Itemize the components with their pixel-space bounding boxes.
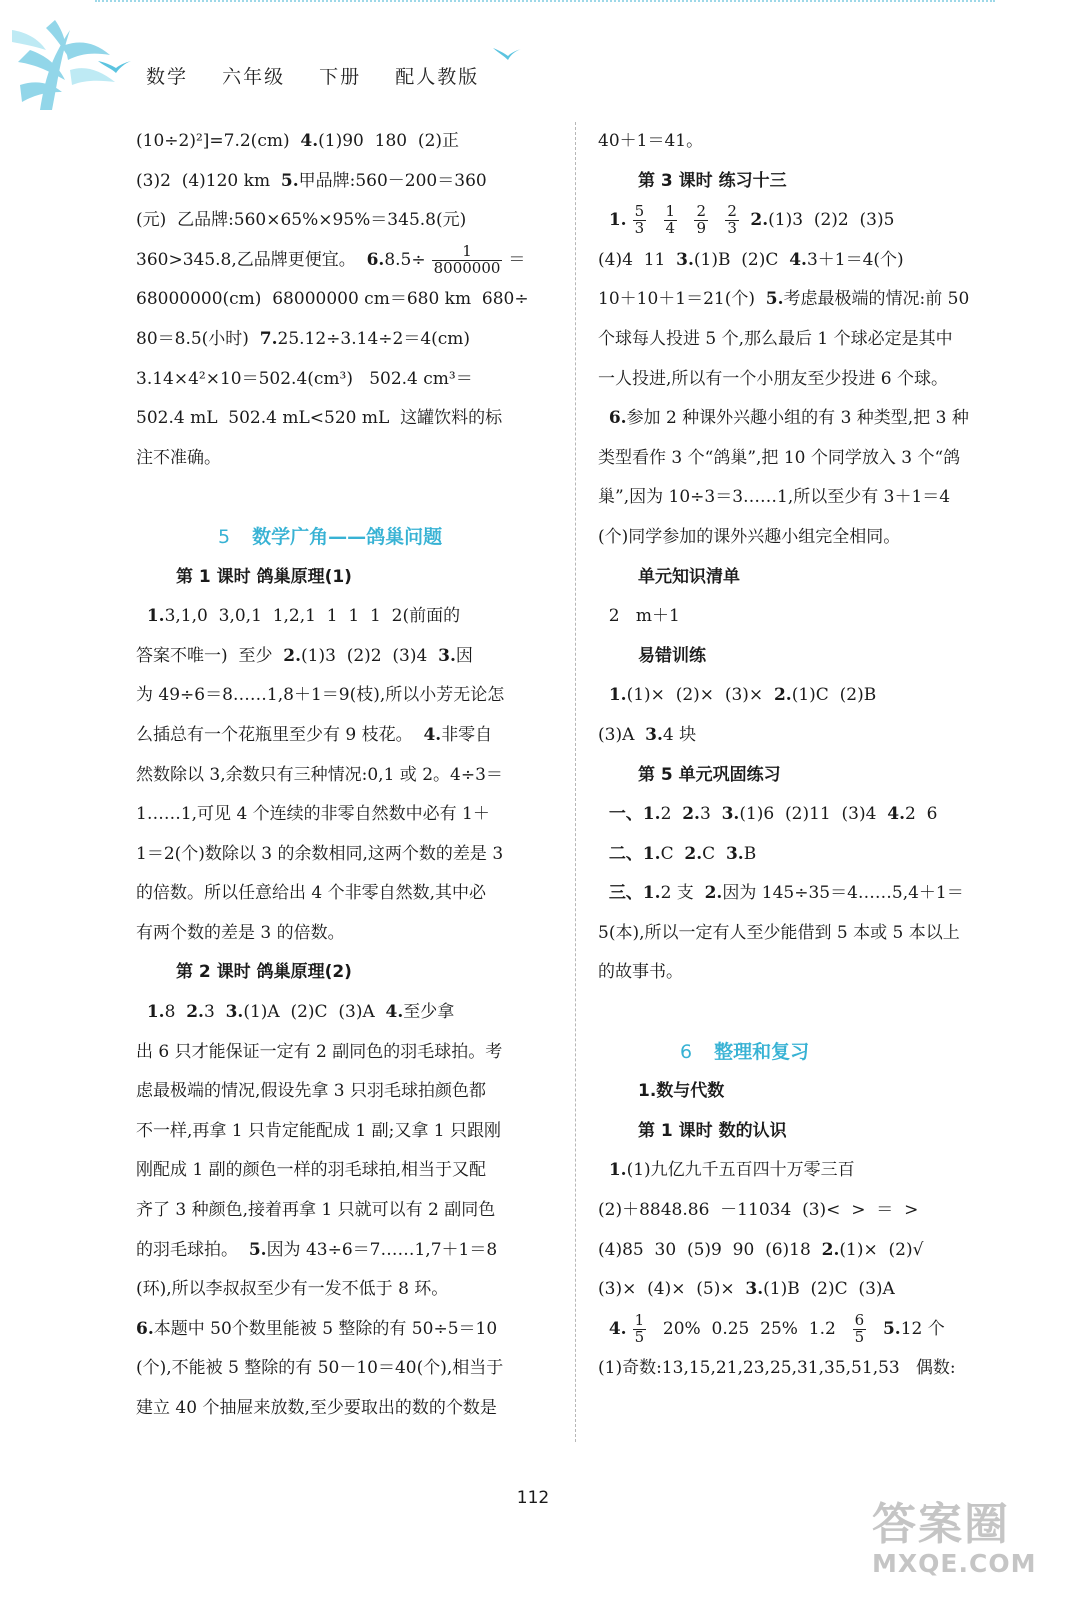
- answer-line: [598, 1191, 1018, 1231]
- answer-line: [598, 439, 1018, 479]
- section-heading: 易错训练: [638, 645, 706, 666]
- volume-label: 下册: [319, 66, 362, 88]
- question-number: 2.: [773, 685, 792, 706]
- answer-text: (1)C (2)B: [791, 685, 877, 706]
- question-number: 1.: [146, 606, 165, 627]
- answer-text: 8: [164, 1002, 187, 1023]
- answer-text: (4)85 30 (5)9 90 (6)18: [598, 1239, 822, 1260]
- fraction-denominator: 9: [696, 219, 707, 238]
- answer-text: 1＝2(个)数除以 3 的余数相同,这两个数的差是 3: [136, 843, 504, 864]
- answer-text: (4)4 11: [598, 249, 677, 270]
- answer-text: [598, 1319, 609, 1339]
- answer-text: (元) 乙品牌:560×65%×95%＝345.8(元): [136, 210, 467, 231]
- fraction-numerator: 5: [634, 202, 645, 221]
- fraction: [725, 204, 739, 237]
- answer-text: [652, 210, 657, 230]
- answer-line: [598, 914, 1018, 954]
- question-number: 2.: [682, 804, 700, 825]
- answer-text: 4 块: [662, 724, 697, 745]
- answer-text: (1)3 (2)2 (3)5: [768, 210, 895, 231]
- answer-text: 出 6 只才能保证一定有 2 副同色的羽毛球拍。考: [136, 1041, 503, 1062]
- unit-title: 数学广角——鸽巢问题: [252, 525, 443, 548]
- answer-line: [136, 914, 556, 954]
- blank-line: [136, 478, 556, 518]
- answer-line: [598, 1231, 1018, 1271]
- question-number: 一、1.: [608, 804, 661, 825]
- answer-text: 巢”,因为 10÷3＝3……1,所以至少有 3＋1＝4: [598, 487, 951, 508]
- answer-line: [136, 320, 556, 360]
- question-number: 6.: [608, 408, 627, 429]
- fraction-denominator: 3: [634, 219, 645, 238]
- fraction: [432, 244, 503, 277]
- question-number: 3.: [745, 1279, 764, 1300]
- answer-text: [683, 210, 688, 230]
- question-number: 4.: [887, 804, 905, 825]
- answer-text: 考虑最极端的情况:前 50: [783, 289, 970, 310]
- answer-line: [136, 1191, 556, 1231]
- answer-text: [136, 606, 147, 626]
- question-number: 2.: [750, 210, 769, 231]
- question-number: 6.: [366, 249, 385, 270]
- answer-text: 么插总有一个花瓶里至少有 9 枝花。: [136, 724, 424, 745]
- answer-text: 一人投进,所以有一个小朋友至少投进 6 个球。: [598, 368, 949, 389]
- fraction: [633, 1313, 647, 1346]
- answer-text: [598, 408, 609, 428]
- answer-text: 因: [455, 645, 473, 666]
- answer-text: (1)B (2)C (3)A: [763, 1279, 895, 1300]
- answer-line: [598, 399, 1018, 439]
- answer-text: 答案不唯一) 至少: [136, 645, 284, 666]
- answer-text: (3)× (4)× (5)×: [598, 1279, 746, 1300]
- answer-text: 3: [203, 1002, 226, 1023]
- answer-text: (个),不能被 5 整除的有 50－10＝40(个),相当于: [136, 1358, 504, 1379]
- page-number: 112: [516, 1488, 550, 1508]
- question-number: 4.: [385, 1002, 404, 1023]
- answer-text: 本题中 50个数里能被 5 整除的有 50÷5＝10: [153, 1318, 498, 1339]
- answer-text: [598, 1160, 609, 1180]
- section-heading: 第 3 课时 练习十三: [638, 170, 787, 191]
- answer-line: [598, 201, 1018, 241]
- answer-line: [136, 835, 556, 875]
- answer-line: [598, 676, 1018, 716]
- answer-text: 有两个数的差是 3 的倍数。: [136, 922, 345, 943]
- fraction: [853, 1313, 867, 1346]
- answer-text: 3: [699, 804, 722, 825]
- right-column: [598, 122, 1018, 1389]
- bird-icon: [492, 44, 522, 64]
- answer-text: (1)6 (2)11 (3)4: [739, 804, 888, 825]
- answer-text: [136, 1002, 147, 1022]
- answer-line: [136, 1389, 556, 1429]
- answer-text: 1……1,可见 4 个连续的非零自然数中必有 1＋: [136, 804, 490, 825]
- answer-text: (1)3 (2)2 (3)4: [301, 645, 439, 666]
- answer-text: 的羽毛球拍。: [136, 1239, 249, 1260]
- answer-text: 3＋1＝4(个): [806, 249, 904, 270]
- answer-line: [598, 122, 1018, 162]
- watermark-url: MXQE.COM: [872, 1549, 1037, 1578]
- answer-text: 然数除以 3,余数只有三种情况:0,1 或 2。4÷3＝: [136, 764, 503, 785]
- left-column: [136, 122, 556, 1429]
- answer-line: [136, 1112, 556, 1152]
- question-number: 2.: [821, 1239, 840, 1260]
- answer-text: (个)同学参加的课外兴趣小组完全相同。: [598, 526, 901, 547]
- answer-text: 5(本),所以一定有人至少能借到 5 本或 5 本以上: [598, 922, 960, 943]
- answer-line: [136, 1231, 556, 1271]
- answer-text: 甲品牌:560－200＝360: [298, 170, 487, 191]
- answer-line: [598, 280, 1018, 320]
- answer-line: [136, 439, 556, 479]
- answer-line: [136, 1310, 556, 1350]
- fraction-denominator: 3: [727, 219, 737, 238]
- question-number: 7.: [259, 328, 278, 349]
- answer-text: 不一样,再拿 1 只肯定能配成 1 副;又拿 1 只跟刚: [136, 1120, 502, 1141]
- answer-text: [598, 210, 609, 230]
- fraction: [664, 204, 678, 237]
- fraction-denominator: 8000000: [433, 258, 501, 277]
- answer-line: [598, 1270, 1018, 1310]
- answer-line: [598, 478, 1018, 518]
- answer-text: 类型看作 3 个“鸽巢”,把 10 个同学放入 3 个“鸽: [598, 447, 961, 468]
- fraction-denominator: 5: [634, 1327, 645, 1346]
- subject-label: 数学: [146, 66, 189, 88]
- answer-text: 2 支: [660, 883, 705, 904]
- question-number: 5.: [280, 170, 299, 191]
- answer-text: (1)90 180 (2)正: [318, 131, 460, 151]
- answer-text: (1)× (2)√: [839, 1239, 924, 1260]
- question-number: 6.: [136, 1318, 154, 1339]
- answer-text: 12 个: [900, 1318, 945, 1339]
- answer-line: [136, 1072, 556, 1112]
- answer-text: C: [702, 843, 726, 864]
- answer-text: 个球每人投进 5 个,那么最后 1 个球必定是其中: [598, 328, 953, 349]
- fraction-numerator: 1: [432, 244, 503, 261]
- answer-text: 因为 145÷35＝4……5,4＋1＝: [722, 883, 964, 904]
- question-number: 2.: [283, 645, 301, 666]
- answer-text: (1)九亿九千五百四十万零三百: [626, 1160, 855, 1181]
- fraction-numerator: 1: [634, 1311, 645, 1330]
- answer-line: [136, 201, 556, 241]
- answer-text: 502.4 mL 502.4 mL<520 mL 这罐饮料的标: [136, 408, 503, 429]
- answer-line: [136, 874, 556, 914]
- answer-line: [136, 360, 556, 400]
- answer-text: 的倍数。所以任意给出 4 个非零自然数,其中必: [136, 883, 487, 904]
- question-number: 二、1.: [608, 843, 661, 864]
- answer-text: 20% 0.25 25% 1.2: [652, 1318, 847, 1339]
- grade-label: 六年级: [222, 66, 286, 88]
- question-number: 3.: [645, 724, 663, 745]
- answer-line: [598, 835, 1018, 875]
- answer-text: (1)× (2)× (3)×: [626, 685, 774, 706]
- answer-line: [136, 122, 556, 162]
- unit-heading: [136, 518, 556, 558]
- answer-text: C: [660, 843, 685, 864]
- section-heading: 单元知识清单: [638, 566, 740, 587]
- question-number: 4.: [300, 131, 319, 151]
- fraction-numerator: 6: [854, 1311, 865, 1330]
- answer-line: [136, 1151, 556, 1191]
- question-number: 2.: [704, 883, 723, 904]
- answer-text: 40＋1＝41。: [598, 131, 704, 151]
- question-number: 5.: [248, 1239, 267, 1260]
- question-number: 1.: [608, 210, 627, 231]
- answer-line: [598, 795, 1018, 835]
- answer-text: [598, 844, 609, 864]
- answer-text: (3)A: [598, 724, 646, 745]
- question-number: 2.: [186, 1002, 204, 1023]
- answer-text: (10÷2)²]=7.2(cm): [136, 131, 301, 151]
- answer-line: [136, 1349, 556, 1389]
- answer-line: [598, 953, 1018, 993]
- unit-title: 整理和复习: [714, 1040, 810, 1063]
- answer-line: [136, 993, 556, 1033]
- question-number: 三、1.: [608, 883, 661, 904]
- section-heading: 第 5 单元巩固练习: [638, 764, 781, 785]
- question-number: 3.: [725, 843, 744, 864]
- answer-line: [598, 518, 1018, 558]
- edition-label: 配人教版: [395, 66, 480, 88]
- answer-text: 68000000(cm) 68000000 cm＝680 km 680÷: [136, 289, 529, 310]
- answer-line: [598, 716, 1018, 756]
- answer-text: 因为 43÷6＝7……1,7＋1＝8: [266, 1239, 498, 1260]
- answer-text: (2)＋8848.86 －11034 (3)< > ＝ >: [598, 1200, 919, 1221]
- answer-text: (1)奇数:13,15,21,23,25,31,35,51,53 偶数:: [598, 1358, 956, 1379]
- question-number: 4.: [423, 724, 442, 745]
- answer-line: [136, 399, 556, 439]
- answer-text: 25.12÷3.14÷2＝4(cm): [277, 328, 471, 349]
- answer-text: 建立 40 个抽屉来放数,至少要取出的数的个数是: [136, 1398, 497, 1418]
- answer-line: [136, 795, 556, 835]
- fraction-denominator: 4: [665, 219, 676, 238]
- answer-text: 注不准确。: [136, 447, 221, 468]
- fraction-numerator: 1: [665, 202, 676, 221]
- question-number: 5.: [765, 289, 784, 310]
- answer-text: 参加 2 种课外兴趣小组的有 3 种类型,把 3 种: [626, 408, 969, 429]
- answer-text: 的故事书。: [598, 962, 683, 983]
- answer-text: (1)A (2)C (3)A: [243, 1002, 386, 1023]
- answer-line: [598, 874, 1018, 914]
- answer-line: [136, 280, 556, 320]
- watermark: [872, 1499, 1037, 1585]
- answer-line: [598, 597, 1018, 637]
- page-header: [146, 62, 505, 89]
- answer-line: [136, 637, 556, 677]
- answer-text: (3)2 (4)120 km: [136, 170, 281, 191]
- answer-text: [872, 1319, 883, 1339]
- watermark-title: 答案圈: [872, 1499, 1010, 1550]
- fraction: [633, 204, 647, 237]
- question-number: 3.: [225, 1002, 244, 1023]
- fraction-denominator: 5: [854, 1327, 865, 1346]
- column-divider: [575, 122, 576, 1442]
- answer-text: 虑最极端的情况,假设先拿 3 只羽毛球拍颜色都: [136, 1081, 487, 1102]
- answer-text: B: [743, 843, 757, 864]
- answer-text: 2: [660, 804, 683, 825]
- answer-text: 8.5÷: [384, 249, 426, 270]
- answer-line: [136, 597, 556, 637]
- fraction-numerator: 2: [727, 202, 737, 221]
- unit-number: 5: [218, 525, 231, 548]
- blank-line: [598, 993, 1018, 1033]
- answer-line: [136, 756, 556, 796]
- question-number: 3.: [721, 804, 740, 825]
- answer-line: [598, 1151, 1018, 1191]
- answer-text: ＝: [508, 249, 526, 270]
- answer-text: 刚配成 1 副的颜色一样的羽毛球拍,相当于又配: [136, 1160, 487, 1181]
- fraction: [694, 204, 708, 237]
- answer-text: [598, 883, 609, 903]
- unit-number: 6: [680, 1040, 693, 1063]
- question-number: 4.: [789, 249, 807, 270]
- section-heading: 第 2 课时 鸽巢原理(2): [176, 962, 352, 983]
- answer-line: [598, 320, 1018, 360]
- answer-line: [598, 241, 1018, 281]
- question-number: 1.: [146, 1002, 165, 1023]
- answer-text: 3.14×4²×10＝502.4(cm³) 502.4 cm³＝: [136, 368, 473, 389]
- section-heading: 第 1 课时 鸽巢原理(1): [176, 566, 352, 587]
- answer-line: [136, 716, 556, 756]
- answer-line: [136, 1033, 556, 1073]
- answer-line: [136, 162, 556, 202]
- answer-text: 2 m＋1: [598, 606, 680, 627]
- answer-line: [598, 1349, 1018, 1389]
- answer-text: 10＋10＋1＝21(个): [598, 289, 766, 310]
- answer-text: 至少拿: [403, 1002, 455, 1023]
- answer-line: [136, 241, 556, 281]
- answer-text: 非零自: [441, 724, 493, 745]
- unit-heading: [598, 1033, 1018, 1073]
- question-number: 1.: [608, 685, 627, 706]
- answer-line: [598, 360, 1018, 400]
- answer-text: 齐了 3 种颜色,接着再拿 1 只就可以有 2 副同色: [136, 1200, 496, 1221]
- answer-text: 80＝8.5(小时): [136, 328, 260, 349]
- answer-line: [136, 1270, 556, 1310]
- answer-text: [714, 210, 719, 230]
- answer-text: 为 49÷6＝8……1,8＋1＝9(枝),所以小芳无论怎: [136, 685, 505, 706]
- answer-text: [598, 804, 609, 824]
- bird-icon: [96, 55, 132, 77]
- answer-text: 360>345.8,乙品牌更便宜。: [136, 249, 367, 270]
- answer-text: 2 6: [905, 804, 938, 825]
- question-number: 3.: [676, 249, 694, 270]
- top-dotted-line: [95, 0, 995, 5]
- question-number: 4.: [608, 1318, 627, 1339]
- question-number: 1.: [608, 1160, 627, 1181]
- answer-text: 3,1,0 3,0,1 1,2,1 1 1 1 2(前面的: [164, 606, 461, 627]
- answer-text: (1)B (2)C: [693, 249, 790, 270]
- question-number: 2.: [684, 843, 703, 864]
- fraction-numerator: 2: [696, 202, 707, 221]
- question-number: 5.: [882, 1318, 901, 1339]
- answer-line: [598, 1310, 1018, 1350]
- question-number: 3.: [438, 645, 456, 666]
- answer-text: [598, 685, 609, 705]
- section-heading: 第 1 课时 数的认识: [638, 1120, 787, 1141]
- answer-text: (环),所以李叔叔至少有一发不低于 8 环。: [136, 1279, 449, 1300]
- section-heading: 1.数与代数: [638, 1081, 725, 1102]
- answer-line: [136, 676, 556, 716]
